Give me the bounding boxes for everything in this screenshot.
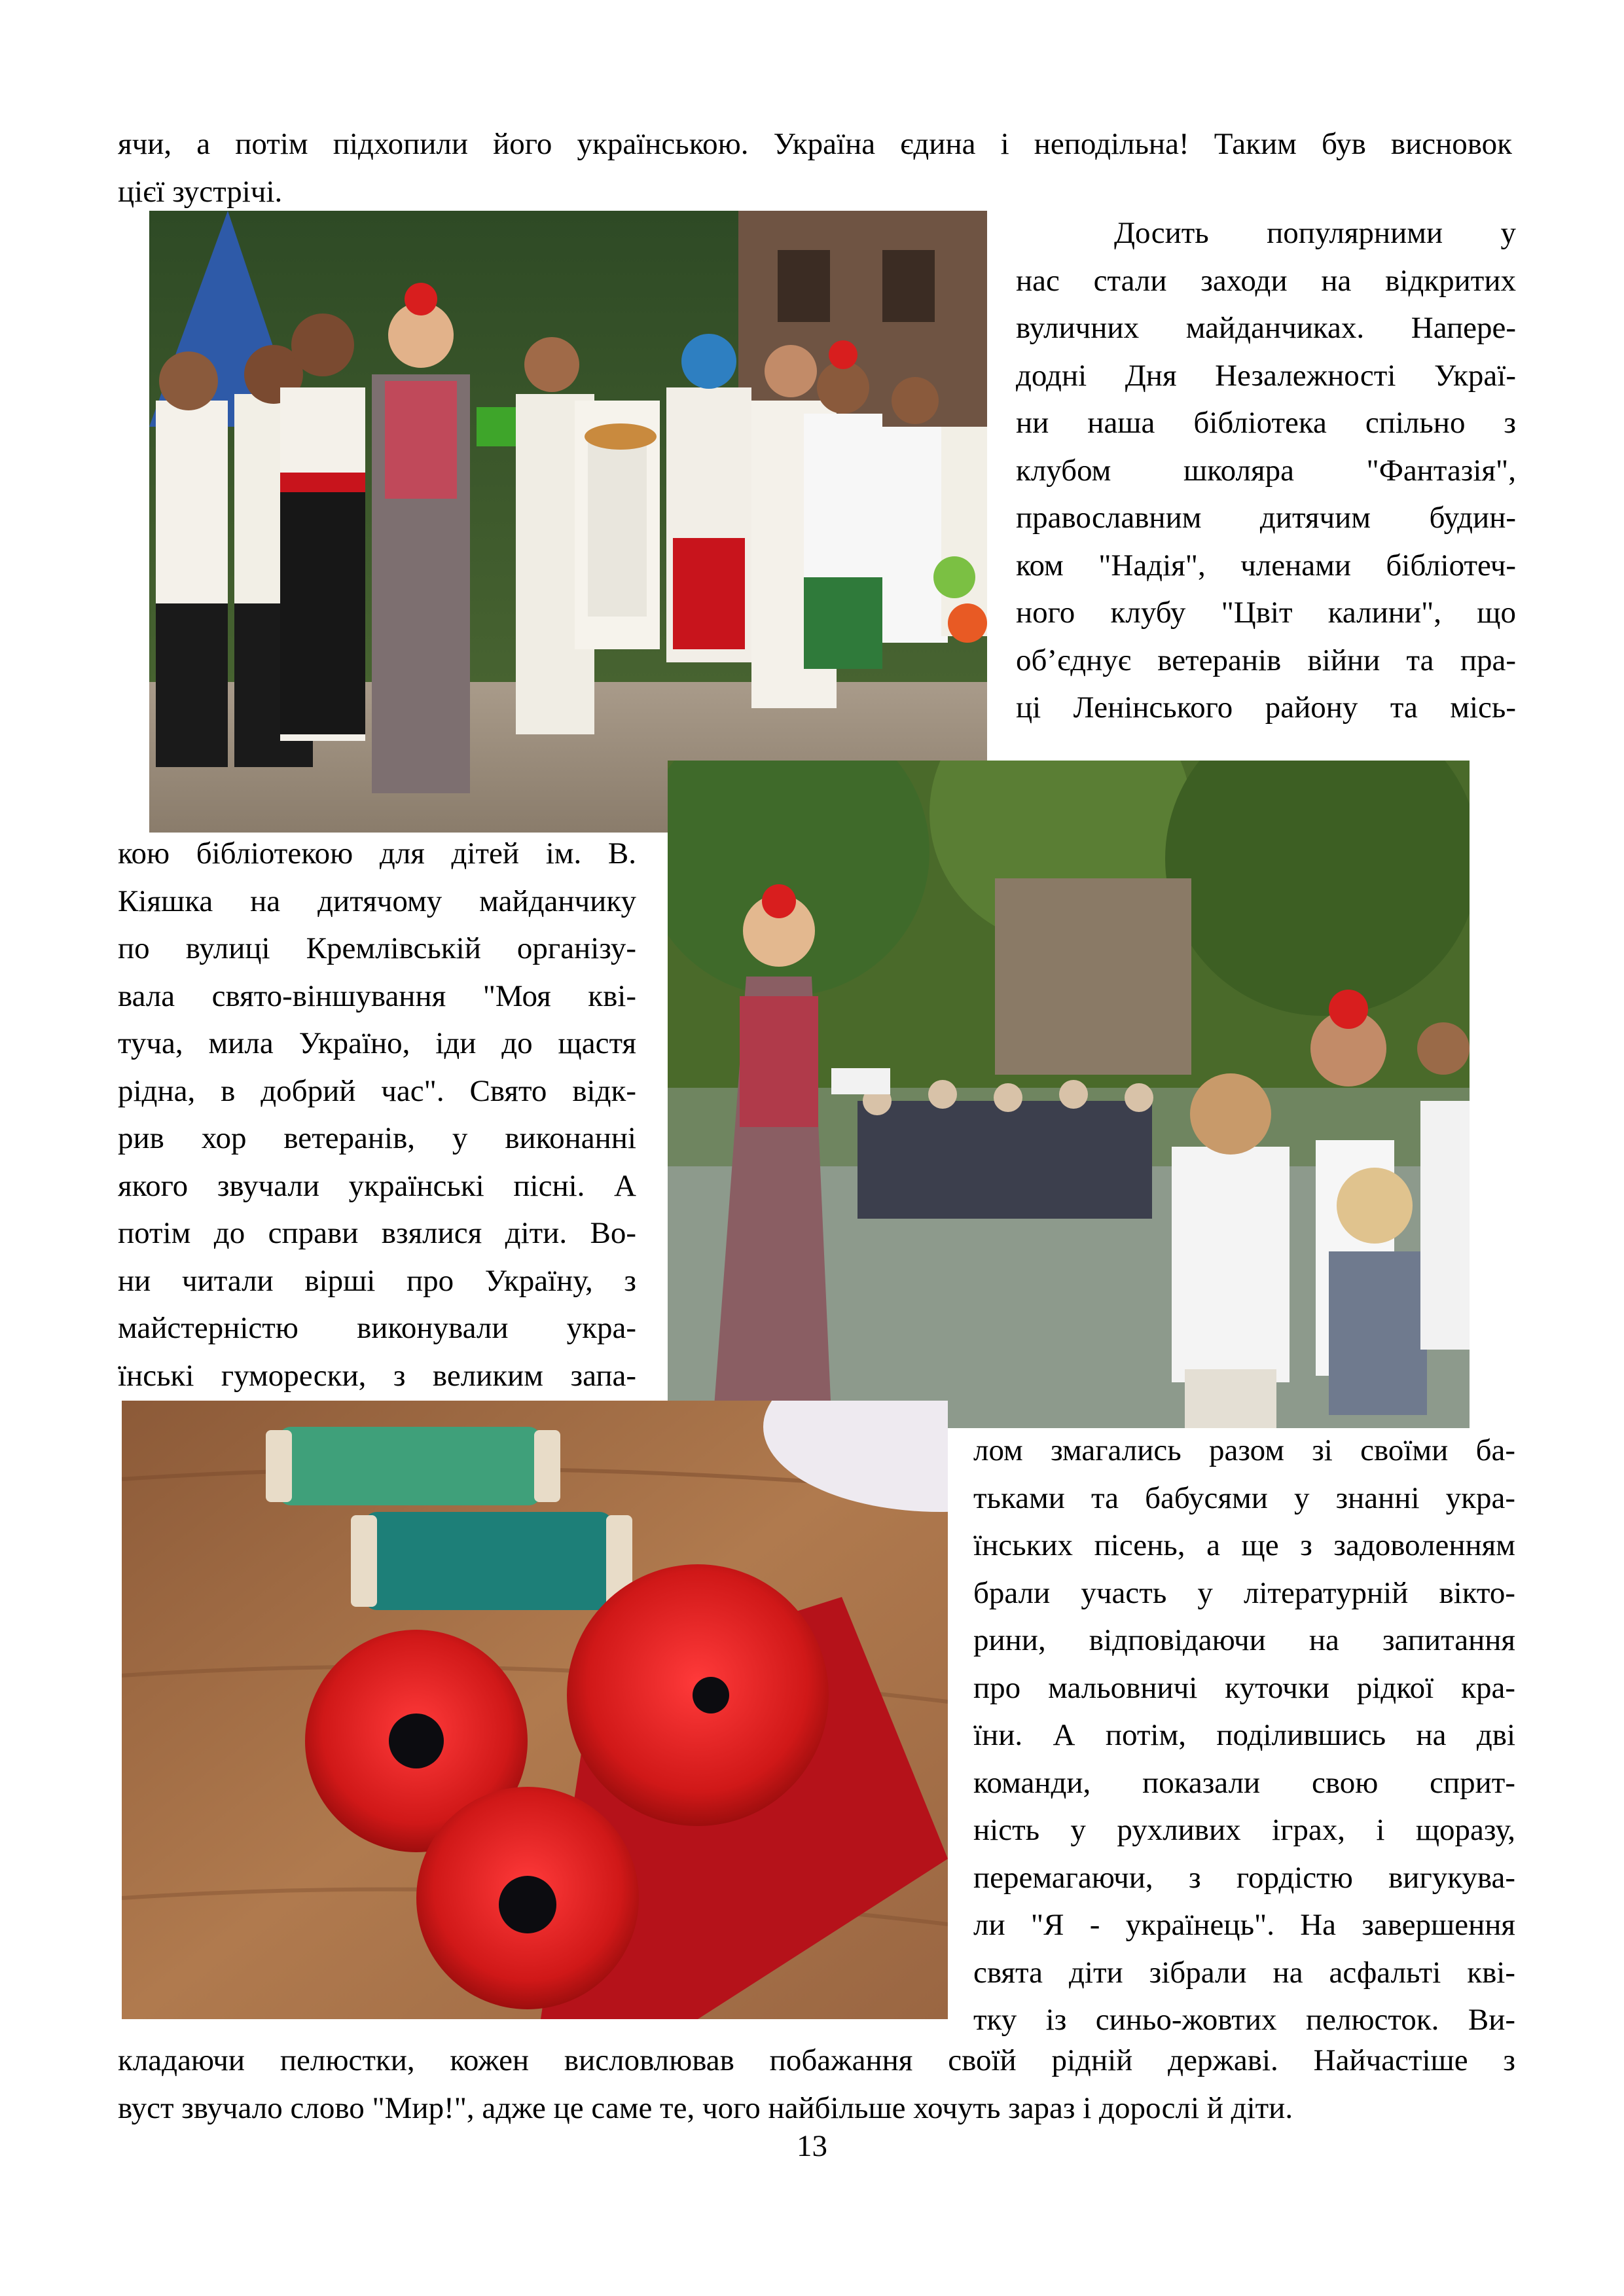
text-line: рини, відповідаючи на запитання bbox=[973, 1623, 1515, 1657]
photo-children-image bbox=[668, 761, 1470, 1428]
text-line: Досить популярними у bbox=[1114, 216, 1516, 250]
photo-choir bbox=[149, 211, 987, 833]
text-line: їнські гуморески, з великим запа- bbox=[118, 1358, 636, 1393]
text-line: тку із синьо-жовтих пелюсток. Ви- bbox=[973, 2003, 1515, 2037]
text-line: їни. А потім, поділившись на дві bbox=[973, 1718, 1515, 1752]
paragraph-right-1 bbox=[1016, 209, 1516, 732]
paragraph-left-2 bbox=[118, 830, 636, 1399]
text-line: об’єднує ветеранів війни та пра- bbox=[1016, 643, 1516, 677]
photo-choir-image bbox=[149, 211, 987, 833]
text-line: потім до справи взялися діти. Во- bbox=[118, 1216, 636, 1250]
text-line: про мальовничі куточки рідкої кра- bbox=[973, 1670, 1515, 1705]
text-line: туча, мила Україно, іди до щастя bbox=[118, 1026, 636, 1060]
text-line: ни читали вірші про Україну, з bbox=[118, 1263, 636, 1298]
text-line: лом змагались разом зі своїми ба- bbox=[973, 1433, 1515, 1467]
text-line: ни наша бібліотека спільно з bbox=[1016, 406, 1516, 440]
text-line: майстерністю виконували укра- bbox=[118, 1311, 636, 1345]
text-line: ність у рухливих іграх, і щоразу, bbox=[973, 1813, 1515, 1847]
text-line: рив хор ветеранів, у виконанні bbox=[118, 1121, 636, 1155]
text-line: додні Дня Незалежності Украї- bbox=[1016, 358, 1516, 393]
text-line: тьками та бабусями у знанні укра- bbox=[973, 1480, 1515, 1515]
text-line: ли "Я - українець". На завершення bbox=[973, 1908, 1515, 1942]
text-line: кою бібліотекою для дітей ім. В. bbox=[118, 836, 636, 870]
text-line: перемагаючи, з гордістю вигукува- bbox=[973, 1860, 1515, 1895]
text-line: брали участь у літературній вікто- bbox=[973, 1575, 1515, 1610]
photo-poppies-image bbox=[122, 1401, 948, 2019]
paragraph-top bbox=[118, 120, 1512, 215]
text-line: Кіяшка на дитячому майданчику bbox=[118, 884, 636, 918]
photo-poppies bbox=[122, 1401, 948, 2019]
text-line: кладаючи пелюстки, кожен висловлював побажання своїй рідній державі. Найчастіше з bbox=[118, 2043, 1515, 2077]
text-line: вала свято-віншування "Моя кві- bbox=[118, 978, 636, 1013]
text-line: цієї зустрічі. bbox=[118, 174, 283, 209]
paragraph-right-3 bbox=[973, 1427, 1515, 2044]
text-line: ячи, а потім підхопили його українською. Україна єдина і неподільна! Таким був висновок bbox=[118, 127, 1512, 161]
text-line: вуст звучало слово "Мир!", адже це саме те, чого найбільше хочуть зараз і дорослі й діти. bbox=[118, 2090, 1293, 2125]
text-line: православним дитячим будин- bbox=[1016, 501, 1516, 535]
page-number: 13 bbox=[797, 2129, 827, 2163]
text-line: рідна, в добрий час". Свято відк- bbox=[118, 1073, 636, 1108]
paragraph-bottom bbox=[118, 2037, 1515, 2132]
text-line: їнських пісень, а ще з задоволенням bbox=[973, 1528, 1515, 1562]
photo-children bbox=[668, 761, 1470, 1428]
text-line: ці Ленінського району та місь- bbox=[1016, 691, 1516, 725]
text-line: свята діти зібрали на асфальті кві- bbox=[973, 1955, 1515, 1990]
text-line: ком "Надія", членами бібліотеч- bbox=[1016, 548, 1516, 583]
text-line: ного клубу "Цвіт калини", що bbox=[1016, 596, 1516, 630]
text-line: клубом школяра "Фантазія", bbox=[1016, 453, 1516, 488]
text-line: команди, показали свою сприт- bbox=[973, 1765, 1515, 1800]
text-line: по вулиці Кремлівській організу- bbox=[118, 931, 636, 965]
text-line: нас стали заходи на відкритих bbox=[1016, 263, 1516, 298]
text-line: якого звучали українські пісні. А bbox=[118, 1168, 636, 1203]
text-line: вуличних майданчиках. Напере- bbox=[1016, 311, 1516, 345]
